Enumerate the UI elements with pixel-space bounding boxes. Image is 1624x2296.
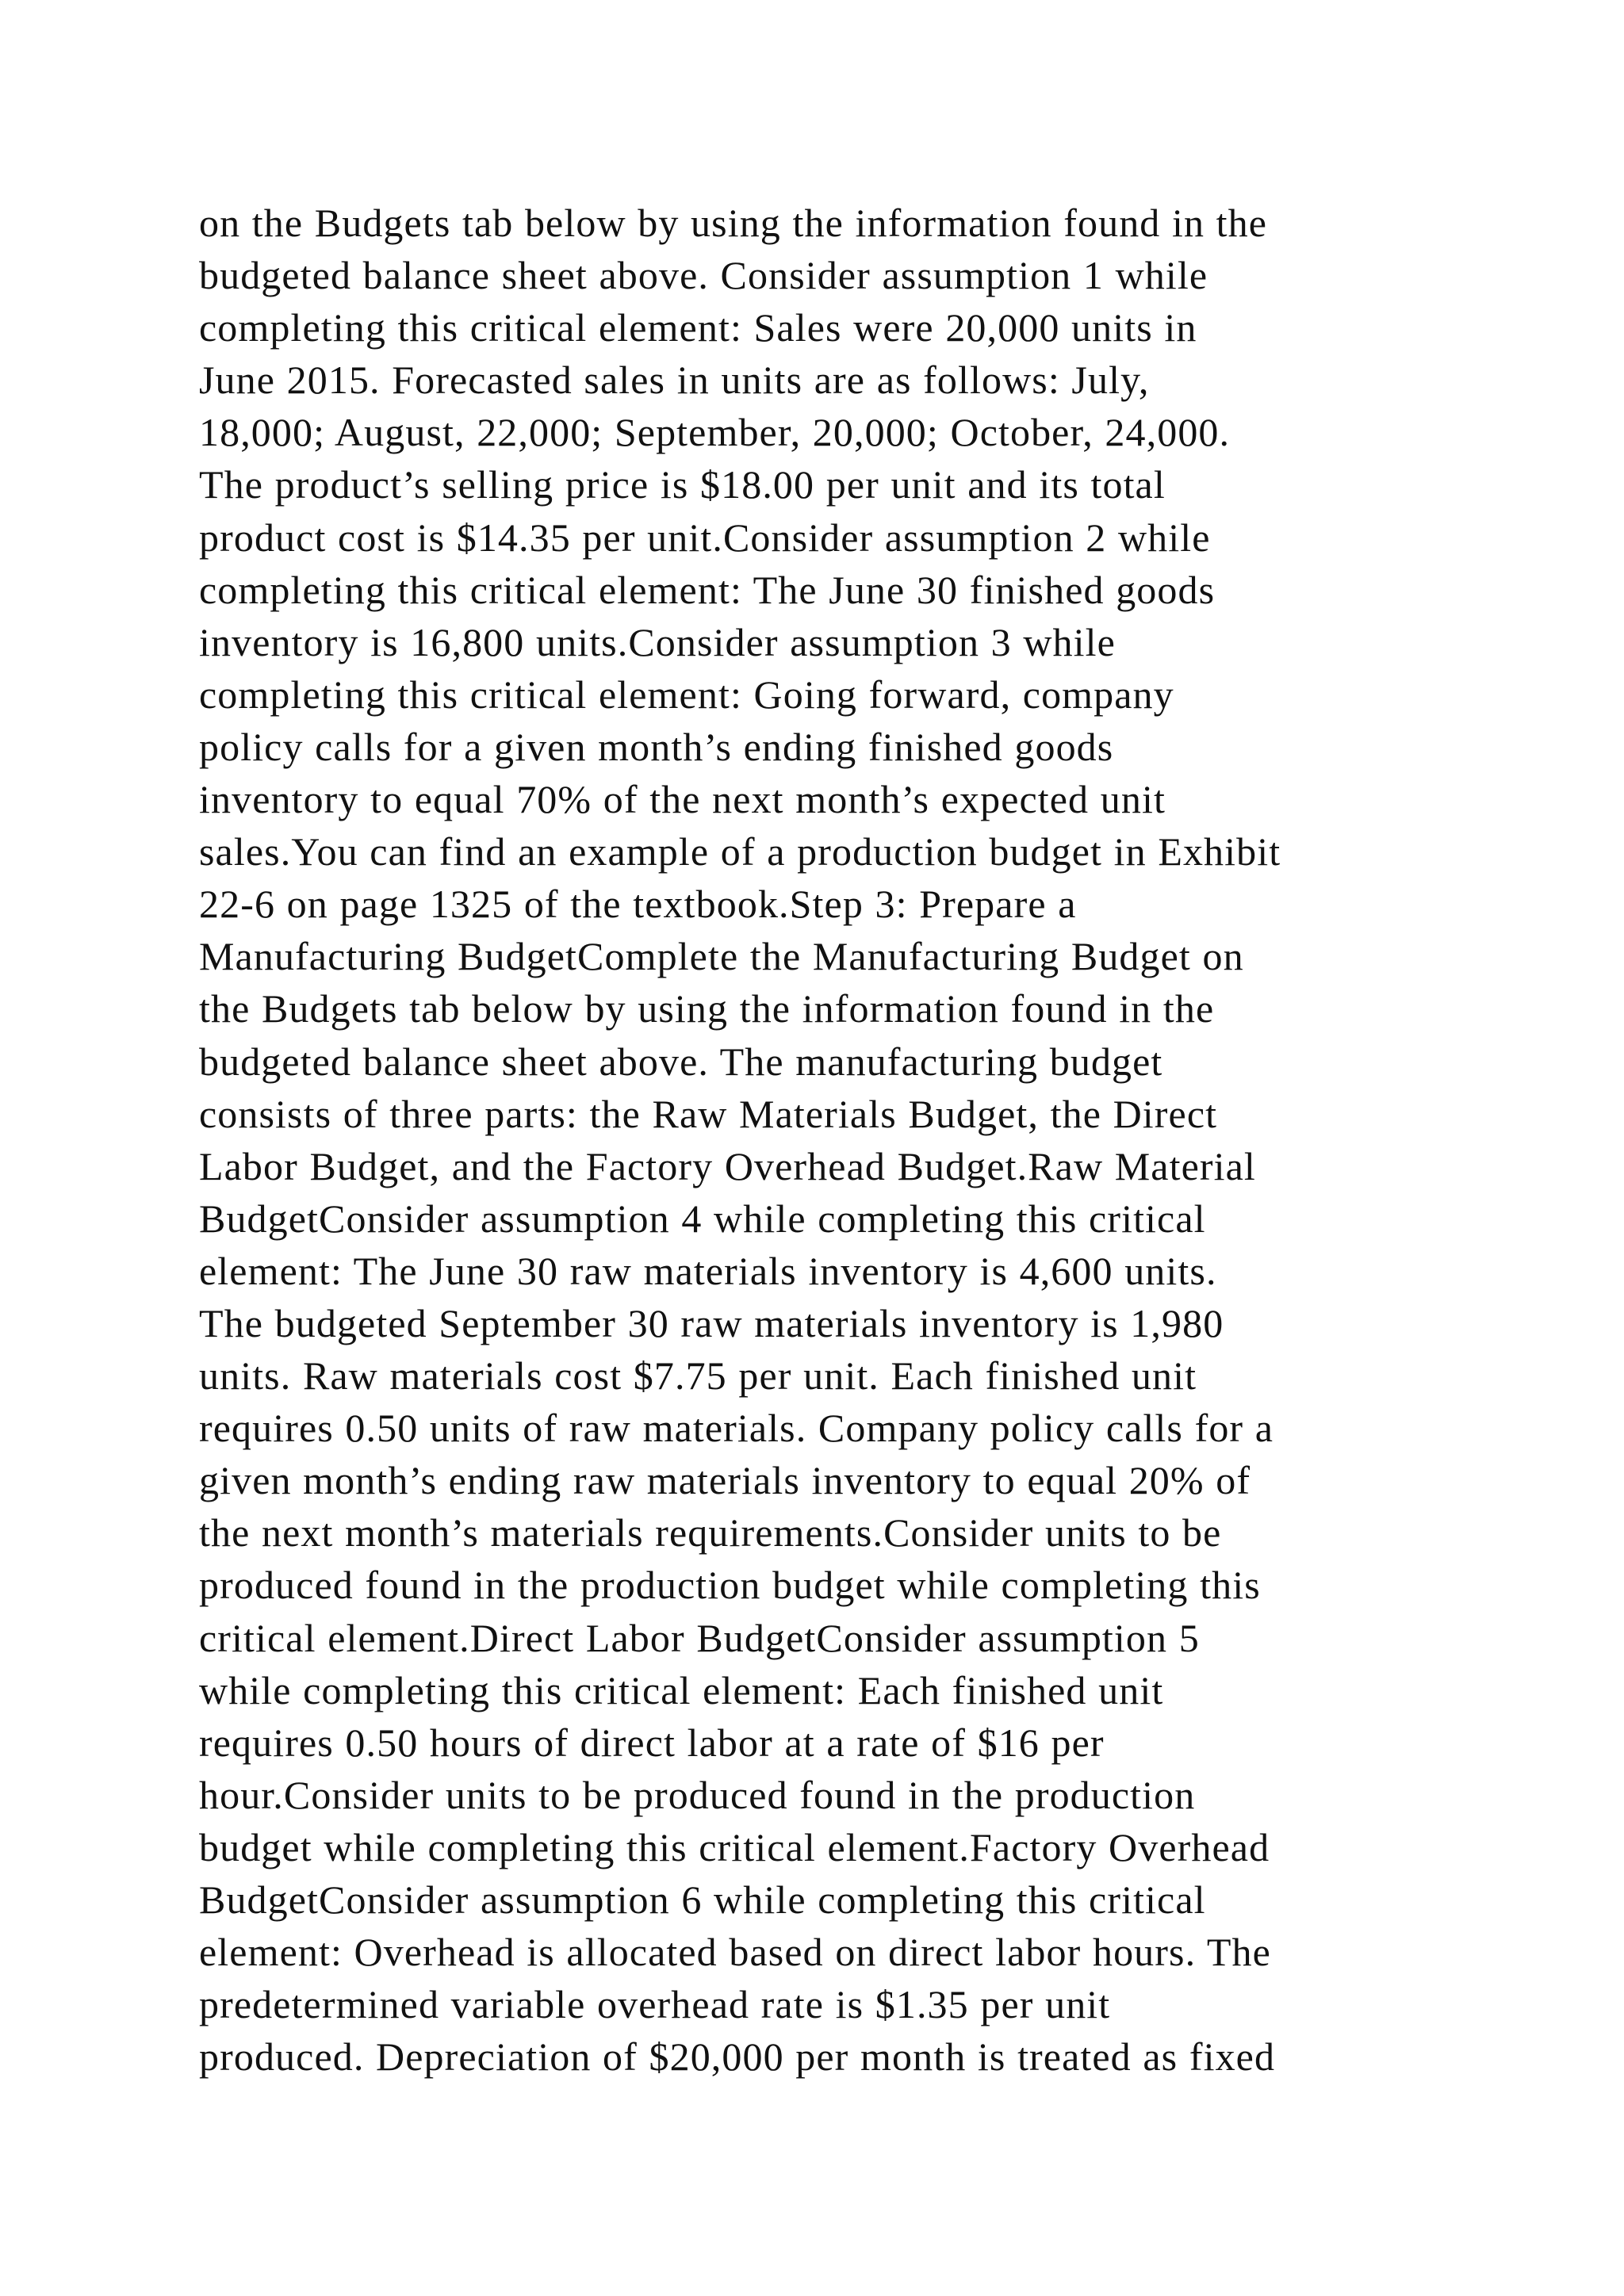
text-line-7: product cost is $14.35 per unit.Consider assumption 2 while [199, 515, 1211, 560]
text-line-35: predetermined variable overhead rate is $1.35 per unit [199, 1982, 1111, 2027]
text-line-26: the next month’s materials requirements.Consider units to be [199, 1510, 1222, 1556]
text-line-12: inventory to equal 70% of the next month’s expected unit [199, 777, 1166, 822]
text-line-17: budgeted balance sheet above. The manufacturing budget [199, 1039, 1163, 1084]
text-line-3: completing this critical element: Sales were 20,000 units in [199, 305, 1197, 350]
text-line-11: policy calls for a given month’s ending finished goods [199, 724, 1114, 769]
text-line-2: budgeted balance sheet above. Consider assumption 1 while [199, 253, 1208, 298]
text-line-9: inventory is 16,800 units.Consider assumption 3 while [199, 619, 1116, 664]
text-line-32: budget while completing this critical element.Factory Overhead [199, 1824, 1270, 1869]
text-line-1: on the Budgets tab below by using the information found in the [199, 201, 1268, 245]
text-line-6: The product’s selling price is $18.00 per unit and its total [199, 462, 1166, 507]
text-line-25: given month’s ending raw materials inventory to equal 20% of [199, 1458, 1251, 1503]
text-line-33: BudgetConsider assumption 6 while completing this critical [199, 1877, 1206, 1922]
text-line-28: critical element.Direct Labor BudgetConsider assumption 5 [199, 1615, 1200, 1660]
text-line-31: hour.Consider units to be produced found in the production [199, 1772, 1196, 1817]
text-line-36: produced. Depreciation of $20,000 per month is treated as fixed [199, 2034, 1276, 2080]
text-line-10: completing this critical element: Going forward, company [199, 672, 1174, 717]
text-line-14: 22-6 on page 1325 of the textbook.Step 3: Prepare a [199, 882, 1077, 927]
text-line-34: element: Overhead is allocated based on direct labor hours. The [199, 1930, 1271, 1975]
text-line-18: consists of three parts: the Raw Materials Budget, the Direct [199, 1091, 1218, 1136]
text-line-5: 18,000; August, 22,000; September, 20,000; October, 24,000. [199, 410, 1231, 455]
text-line-19: Labor Budget, and the Factory Overhead Budget.Raw Material [199, 1143, 1256, 1188]
text-line-13: sales.You can find an example of a production budget in Exhibit [199, 829, 1281, 874]
text-line-8: completing this critical element: The June 30 finished goods [199, 567, 1216, 612]
text-line-24: requires 0.50 units of raw materials. Company policy calls for a [199, 1406, 1274, 1451]
text-line-23: units. Raw materials cost $7.75 per unit. Each finished unit [199, 1353, 1197, 1399]
text-line-22: The budgeted September 30 raw materials inventory is 1,980 [199, 1300, 1224, 1345]
text-line-20: BudgetConsider assumption 4 while completing this critical [199, 1196, 1206, 1241]
text-line-16: the Budgets tab below by using the information found in the [199, 986, 1215, 1031]
text-line-29: while completing this critical element: Each finished unit [199, 1667, 1164, 1712]
text-line-27: produced found in the production budget while completing this [199, 1563, 1261, 1608]
text-line-15: Manufacturing BudgetComplete the Manufacturing Budget on [199, 934, 1244, 979]
text-line-4: June 2015. Forecasted sales in units are as follows: July, [199, 358, 1150, 403]
text-line-21: element: The June 30 raw materials inventory is 4,600 units. [199, 1248, 1217, 1293]
text-line-30: requires 0.50 hours of direct labor at a rate of $16 per [199, 1720, 1105, 1765]
body-text [199, 197, 1436, 2083]
